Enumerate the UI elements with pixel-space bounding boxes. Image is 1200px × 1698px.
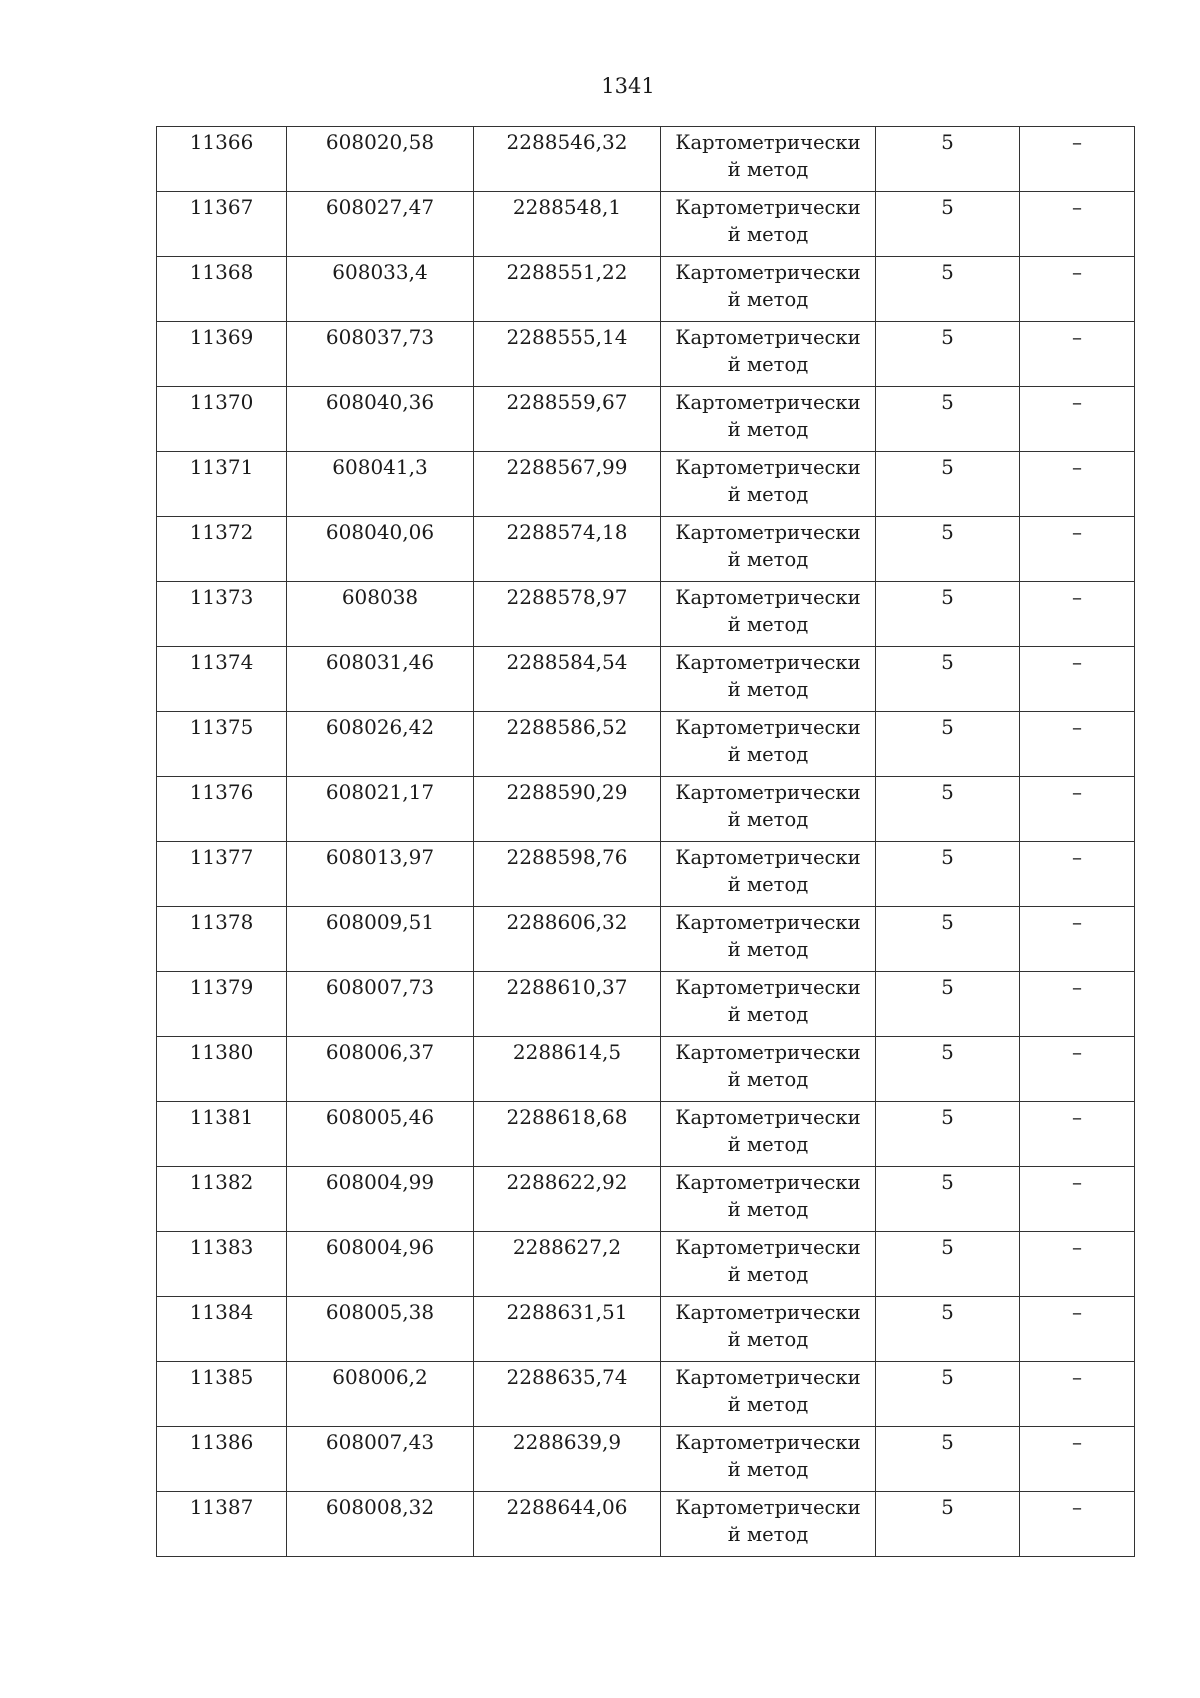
point-id: 11379	[157, 972, 287, 1037]
note: –	[1020, 1492, 1135, 1557]
accuracy: 5	[876, 582, 1020, 647]
accuracy: 5	[876, 647, 1020, 712]
accuracy: 5	[876, 127, 1020, 192]
coord-y: 2288622,92	[474, 1167, 661, 1232]
method: Картометрический метод	[661, 1362, 876, 1427]
point-id: 11384	[157, 1297, 287, 1362]
table-row	[157, 1232, 1135, 1297]
note: –	[1020, 322, 1135, 387]
note: –	[1020, 1102, 1135, 1167]
note: –	[1020, 1037, 1135, 1102]
accuracy: 5	[876, 1427, 1020, 1492]
note: –	[1020, 1297, 1135, 1362]
table-row	[157, 192, 1135, 257]
point-id: 11373	[157, 582, 287, 647]
note: –	[1020, 517, 1135, 582]
table-row	[157, 452, 1135, 517]
table-row	[157, 1362, 1135, 1427]
coord-x: 608009,51	[287, 907, 474, 972]
method: Картометрический метод	[661, 387, 876, 452]
point-id: 11377	[157, 842, 287, 907]
coord-x: 608006,37	[287, 1037, 474, 1102]
accuracy: 5	[876, 387, 1020, 452]
table-row	[157, 582, 1135, 647]
coord-x: 608004,96	[287, 1232, 474, 1297]
point-id: 11366	[157, 127, 287, 192]
table-row	[157, 1167, 1135, 1232]
coord-y: 2288614,5	[474, 1037, 661, 1102]
method: Картометрический метод	[661, 452, 876, 517]
method: Картометрический метод	[661, 1102, 876, 1167]
point-id: 11381	[157, 1102, 287, 1167]
coord-y: 2288555,14	[474, 322, 661, 387]
accuracy: 5	[876, 1362, 1020, 1427]
coord-y: 2288578,97	[474, 582, 661, 647]
accuracy: 5	[876, 972, 1020, 1037]
coord-x: 608006,2	[287, 1362, 474, 1427]
table-row	[157, 842, 1135, 907]
coord-x: 608005,38	[287, 1297, 474, 1362]
accuracy: 5	[876, 1232, 1020, 1297]
method: Картометрический метод	[661, 127, 876, 192]
point-id: 11374	[157, 647, 287, 712]
method: Картометрический метод	[661, 1037, 876, 1102]
table-row	[157, 517, 1135, 582]
note: –	[1020, 1232, 1135, 1297]
coord-y: 2288598,76	[474, 842, 661, 907]
method: Картометрический метод	[661, 322, 876, 387]
table-row	[157, 322, 1135, 387]
accuracy: 5	[876, 1102, 1020, 1167]
coord-y: 2288618,68	[474, 1102, 661, 1167]
note: –	[1020, 387, 1135, 452]
point-id: 11378	[157, 907, 287, 972]
coord-x: 608013,97	[287, 842, 474, 907]
accuracy: 5	[876, 1297, 1020, 1362]
coord-y: 2288546,32	[474, 127, 661, 192]
coord-y: 2288627,2	[474, 1232, 661, 1297]
table-row	[157, 387, 1135, 452]
coord-y: 2288644,06	[474, 1492, 661, 1557]
coord-x: 608037,73	[287, 322, 474, 387]
method: Картометрический метод	[661, 192, 876, 257]
note: –	[1020, 1427, 1135, 1492]
method: Картометрический метод	[661, 1427, 876, 1492]
note: –	[1020, 257, 1135, 322]
method: Картометрический метод	[661, 1297, 876, 1362]
coord-y: 2288559,67	[474, 387, 661, 452]
point-id: 11385	[157, 1362, 287, 1427]
note: –	[1020, 907, 1135, 972]
table-row	[157, 777, 1135, 842]
coord-y: 2288586,52	[474, 712, 661, 777]
point-id: 11370	[157, 387, 287, 452]
table-row	[157, 647, 1135, 712]
coord-x: 608041,3	[287, 452, 474, 517]
point-id: 11382	[157, 1167, 287, 1232]
note: –	[1020, 712, 1135, 777]
method: Картометрический метод	[661, 517, 876, 582]
point-id: 11376	[157, 777, 287, 842]
accuracy: 5	[876, 1037, 1020, 1102]
coord-y: 2288639,9	[474, 1427, 661, 1492]
coord-x: 608005,46	[287, 1102, 474, 1167]
table-row	[157, 1427, 1135, 1492]
coord-x: 608004,99	[287, 1167, 474, 1232]
accuracy: 5	[876, 452, 1020, 517]
table-row	[157, 1492, 1135, 1557]
accuracy: 5	[876, 712, 1020, 777]
coord-y: 2288635,74	[474, 1362, 661, 1427]
coord-y: 2288548,1	[474, 192, 661, 257]
coord-y: 2288567,99	[474, 452, 661, 517]
method: Картометрический метод	[661, 712, 876, 777]
coord-x: 608040,36	[287, 387, 474, 452]
method: Картометрический метод	[661, 1232, 876, 1297]
coord-x: 608020,58	[287, 127, 474, 192]
method: Картометрический метод	[661, 647, 876, 712]
note: –	[1020, 452, 1135, 517]
point-id: 11372	[157, 517, 287, 582]
note: –	[1020, 192, 1135, 257]
accuracy: 5	[876, 1167, 1020, 1232]
table-row	[157, 257, 1135, 322]
accuracy: 5	[876, 322, 1020, 387]
table-row	[157, 907, 1135, 972]
coord-y: 2288606,32	[474, 907, 661, 972]
note: –	[1020, 127, 1135, 192]
coord-x: 608026,42	[287, 712, 474, 777]
note: –	[1020, 582, 1135, 647]
method: Картометрический метод	[661, 1167, 876, 1232]
coord-y: 2288610,37	[474, 972, 661, 1037]
method: Картометрический метод	[661, 257, 876, 322]
point-id: 11375	[157, 712, 287, 777]
coord-x: 608038	[287, 582, 474, 647]
coord-y: 2288590,29	[474, 777, 661, 842]
point-id: 11368	[157, 257, 287, 322]
coord-x: 608021,17	[287, 777, 474, 842]
coord-x: 608007,73	[287, 972, 474, 1037]
coord-x: 608040,06	[287, 517, 474, 582]
accuracy: 5	[876, 192, 1020, 257]
accuracy: 5	[876, 517, 1020, 582]
method: Картометрический метод	[661, 842, 876, 907]
table-row	[157, 1102, 1135, 1167]
coordinates-table-body	[157, 127, 1135, 1557]
table-row	[157, 1037, 1135, 1102]
coord-y: 2288574,18	[474, 517, 661, 582]
note: –	[1020, 777, 1135, 842]
table-row	[157, 127, 1135, 192]
point-id: 11380	[157, 1037, 287, 1102]
point-id: 11367	[157, 192, 287, 257]
accuracy: 5	[876, 777, 1020, 842]
coord-x: 608027,47	[287, 192, 474, 257]
coord-x: 608008,32	[287, 1492, 474, 1557]
note: –	[1020, 647, 1135, 712]
note: –	[1020, 972, 1135, 1037]
point-id: 11383	[157, 1232, 287, 1297]
method: Картометрический метод	[661, 907, 876, 972]
point-id: 11369	[157, 322, 287, 387]
accuracy: 5	[876, 257, 1020, 322]
method: Картометрический метод	[661, 582, 876, 647]
coord-y: 2288631,51	[474, 1297, 661, 1362]
note: –	[1020, 842, 1135, 907]
coord-y: 2288584,54	[474, 647, 661, 712]
accuracy: 5	[876, 842, 1020, 907]
table-row	[157, 972, 1135, 1037]
accuracy: 5	[876, 907, 1020, 972]
point-id: 11386	[157, 1427, 287, 1492]
point-id: 11387	[157, 1492, 287, 1557]
coordinates-table	[156, 126, 1135, 1557]
method: Картометрический метод	[661, 777, 876, 842]
method: Картометрический метод	[661, 972, 876, 1037]
note: –	[1020, 1167, 1135, 1232]
point-id: 11371	[157, 452, 287, 517]
method: Картометрический метод	[661, 1492, 876, 1557]
accuracy: 5	[876, 1492, 1020, 1557]
coord-x: 608031,46	[287, 647, 474, 712]
coord-x: 608007,43	[287, 1427, 474, 1492]
table-row	[157, 712, 1135, 777]
coord-y: 2288551,22	[474, 257, 661, 322]
coord-x: 608033,4	[287, 257, 474, 322]
table-row	[157, 1297, 1135, 1362]
page-number: 1341	[601, 74, 655, 98]
note: –	[1020, 1362, 1135, 1427]
